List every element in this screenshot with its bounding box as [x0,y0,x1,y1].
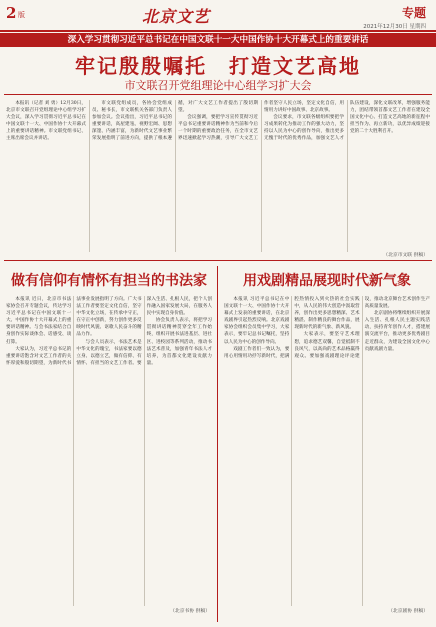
left-article-body [6,296,212,606]
left-paragraph: 大家认为，习近平总书记的重要讲话饱含对文艺工作者的关怀厚爱和殷切期望，为新时代书法事业发展指明了方向。广大书法工作者要坚定文化自信，坚守中华文化立场，在传承中守正，在守正中创新，努力创作更多反映时代风貌、讴歌人民奋斗的精品力作。 [6,297,142,366]
right-paragraph: 大家表示，要坚守艺术理想，追求德艺双馨，自觉抵制不良风气，以高尚的艺术品格赢得观众。要加强戏剧理论评论建设，推动北京舞台艺术创作生产高质量发展。 [294,297,430,359]
section-tag: 专题 [401,6,426,20]
left-byline: （北京书协 供稿） [170,609,210,614]
lead-paragraph: 会议强调，要把学习宣传贯彻习近平总书记重要讲话精神作为当前和今后一个时期的重要政治任务，在全市文艺界迅速掀起学习热潮，引导广大文艺工作者坚守人民立场，坚定文化自信，用情用力讲好中国故事、北京故事。 [178,101,344,142]
newspaper-logo: 北京文艺 [142,7,211,26]
left-article [6,266,212,622]
left-article-title: 做有信仰有情怀有担当的书法家 [11,273,207,289]
page-number: 2 [6,4,17,22]
right-paragraph: 北京剧协将继续组织开展深入生活、扎根人民主题实践活动，扶持青年创作人才，搭建展演交流平台，推动更多优秀剧目走近群众，为建设全国文化中心贡献戏剧力量。 [364,311,430,352]
issue-date: 2021年12月30日 星期四 [363,24,426,30]
lead-byline: （北京市文联 供稿） [383,253,428,258]
lead-article-subtitle: 市文联召开党组理论中心组学习扩大会 [124,79,312,92]
page-label: 版 [18,11,25,19]
lead-paragraph: 本报讯（记者 刘 勇）12月30日，北京市文联召开党组理论中心组学习扩大会议，深入学习贯彻习近平总书记在中国文联十一大、中国作协十大开幕式上的重要讲话精神。市文联党组书记、主席出席会议并讲话。 [6,101,86,142]
right-paragraph: 本报讯 习近平总书记在中国文联十一大、中国作协十大开幕式上发表的重要讲话，在北京戏剧界引起热烈反响。北京戏剧家协会组织会员集中学习，大家表示，要牢记总书记嘱托，坚持以人民为中心的创作导向。 [224,297,290,345]
right-article [224,266,430,622]
lead-paragraph: 会议要求，市文联各级组织要把学习成果转化为推动工作的强大动力，坚持以人民为中心的创作导向，推出更多无愧于时代的优秀作品，加强文艺人才队伍建设，深化文联改革，增强服务能力，团结带领首都文艺工作者在建设全国文化中心、打造文艺高地的新征程中担当作为、再立新功，以优异成绩迎接党的二十大胜利召开。 [264,101,430,142]
lead-article-body [6,100,430,252]
headline-banner [0,33,436,47]
banner-text: 深入学习贯彻习近平总书记在中国文联十一大中国作协十大开幕式上的重要讲话 [67,35,369,45]
lead-article-title: 牢记殷殷嘱托 打造文艺高地 [75,54,361,78]
left-paragraph: 本报讯 近日，北京市书法家协会召开专题会议，传达学习习近平总书记在中国文联十一大、中国作协十大开幕式上的重要讲话精神。与会书法家结合自身创作实际谈体会、话感受、谈打算。 [6,297,72,345]
right-article-title: 用戏剧精品展现时代新气象 [243,273,411,289]
left-paragraph: 与会人员表示，书法艺术是中华文化的瑰宝，书法家要以德立身、以德立艺，做有信仰、有情怀、有担当的文艺工作者。要深入生活、扎根人民，把个人创作融入国家发展大局，在服务人民中实现自身价值。 [76,297,212,366]
section-divider [4,260,432,261]
right-article-body [224,296,430,606]
left-paragraph: 协会负责人表示，将把学习贯彻讲话精神贯穿全年工作始终，组织开展书法进基层、进社区、进校园等系列活动，推动书法艺术普及，加强青年书法人才培养，为首都文化建设贡献力量。 [146,318,212,366]
right-paragraph: 戏剧工作者们一致认为，要用心用情用功抒写新时代，把满腔热情投入到火热的社会实践中，从人民的伟大创造中汲取营养，创作出更多思想精深、艺术精湛、制作精良的舞台作品，展现新时代的新气象、新风貌。 [224,297,360,359]
right-byline: （北京剧协 供稿） [388,609,428,614]
lead-rule [4,94,432,95]
lead-paragraph: 市文联党组成员，各协会党组成员、秘书长，市文联机关各部门负责人参加会议。会议指出，习近平总书记的重要讲话，高屋建瓴、视野宏阔、思想深邃、内涵丰富，为新时代文艺事业繁荣发展指明了前进方向，提供了根本遵循，对广大文艺工作者提出了殷切期望。 [92,101,258,142]
masthead-rule [0,30,436,32]
column-divider [217,266,218,622]
